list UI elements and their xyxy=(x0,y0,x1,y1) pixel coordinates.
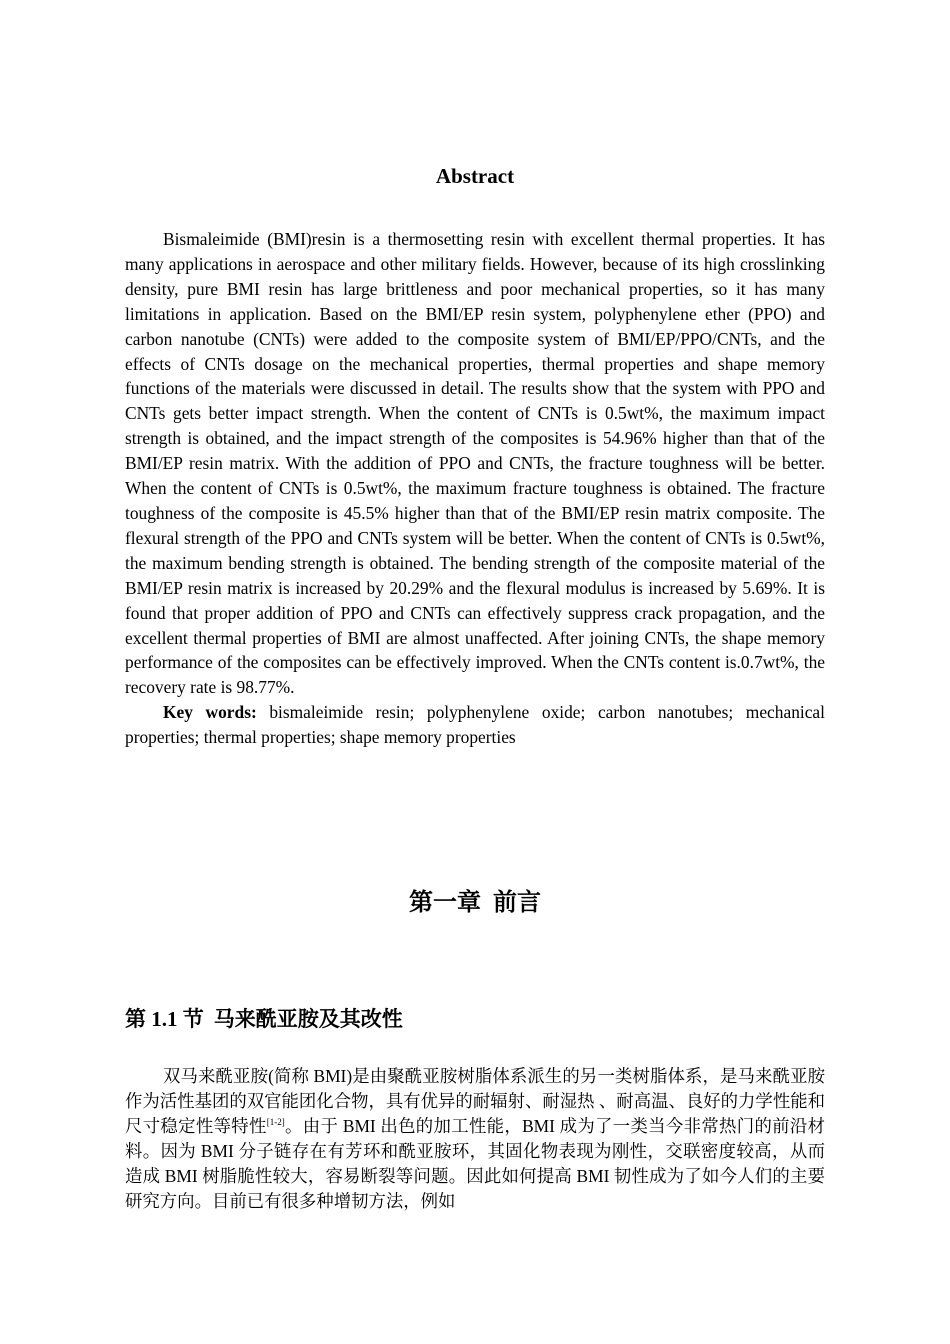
chinese-body-paragraph xyxy=(125,1064,825,1213)
section-heading xyxy=(125,1004,825,1034)
keywords-text: bismaleimide resin; polyphenylene oxide; carbon nanotubes; mechanical properties; thermal properties; shape memory properties xyxy=(125,702,825,748)
body-text-part2: 。由于 BMI 出色的加工性能，BMI 成为了一类当今非常热门的前沿材料。因为 BMI 分子链存在有芳环和酰亚胺环，其固化物表现为刚性，交联密度较高，从而造成 BMI 树脂脆性较大，容易断裂等问题。因此如何提高 BMI 韧性成为了如今人们的主要研究方向。目前已有很多种增韧方法，例如 xyxy=(125,1115,825,1211)
keywords-label: Key words: xyxy=(163,702,257,723)
abstract-body xyxy=(125,227,825,750)
chapter-title: 第一章 前言 xyxy=(409,890,541,916)
section-number: 第 1.1 节 xyxy=(125,1007,204,1031)
section-title: 马来酰亚胺及其改性 xyxy=(213,1007,403,1031)
abstract-paragraph: Bismaleimide (BMI)resin is a thermosetting resin with excellent thermal properties. It has many applications in aerospace and other military fields. However, because of its high crosslinking density, pure BMI resin has large brittleness and poor mechanical properties, so it has many limitations in application. Based on the BMI/EP resin system, polyphenylene ether (PPO) and carbon nanotube (CNTs) were added to the composite system of BMI/EP/PPO/CNTs, and the effects of CNTs dosage on the mechanical properties, thermal properties and shape memory functions of the materials were discussed in detail. The results show that the system with PPO and CNTs gets better impact strength. When the content of CNTs is 0.5wt%, the maximum impact strength is obtained, and the impact strength of the composites is 54.96% higher than that of the BMI/EP resin matrix. With the addition of PPO and CNTs, the fracture toughness will be better. When the content of CNTs is 0.5wt%, the maximum fracture toughness is obtained. The fracture toughness of the composite is 45.5% higher than that of the BMI/EP resin matrix composite. The flexural strength of the PPO and CNTs system will be better. When the content of CNTs is 0.5wt%, the maximum bending strength is obtained. The bending strength of the composite material of the BMI/EP resin matrix is increased by 20.29% and the flexural modulus is increased by 5.69%. It is found that proper addition of PPO and CNTs can effectively suppress crack propagation, and the excellent thermal properties of BMI are almost unaffected. After joining CNTs, the shape memory performance of the composites can be effectively improved. When the CNTs content is.0.7wt%, the recovery rate is 98.77%. xyxy=(125,229,825,698)
abstract-title: Abstract xyxy=(435,164,515,188)
citation-reference[interactable]: [1-2] xyxy=(266,1116,285,1127)
body-text-part1: 双马来酰亚胺(简称 BMI)是由聚酰亚胺树脂体系派生的另一类树脂体系，是马来酰亚胺作为活性基团的双官能团化合物，具有优异的耐辐射、耐湿热 、耐高温、良好的力学性能和尺寸稳定性等特性 xyxy=(125,1066,825,1136)
keywords-paragraph xyxy=(125,700,825,750)
